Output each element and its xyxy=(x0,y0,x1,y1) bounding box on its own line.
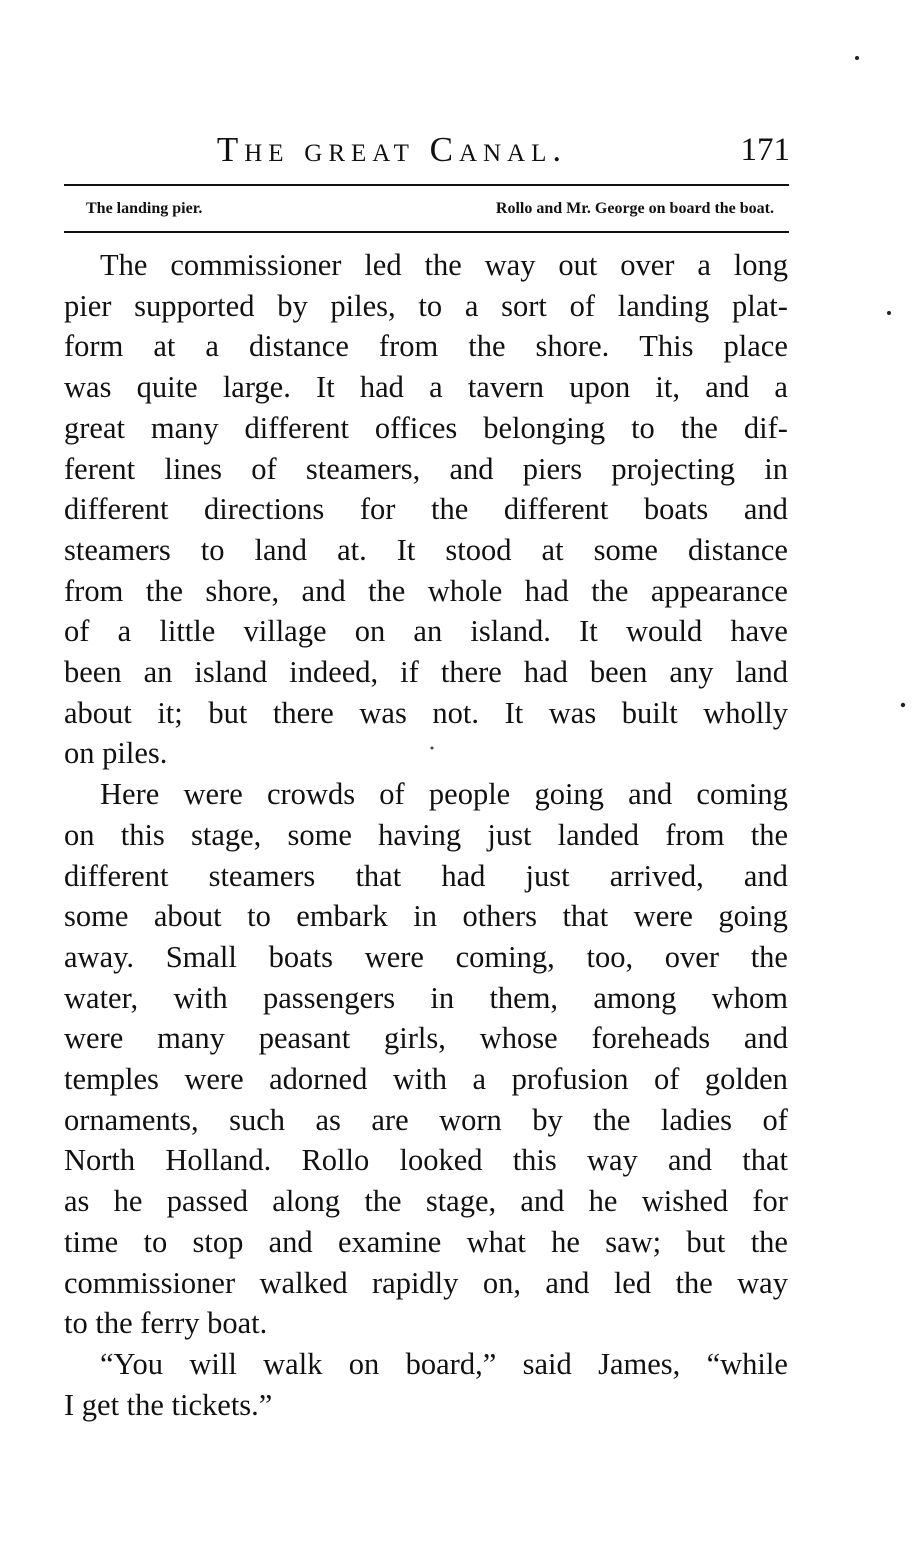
speck xyxy=(901,703,905,707)
text-line: from the shore, and the whole had the appearance xyxy=(64,573,788,608)
text-line: about it; but there was not. It was built wholly xyxy=(64,695,788,730)
text-line: form at a distance from the shore. This place xyxy=(64,329,788,364)
text-line: The commissioner led the way out over a long xyxy=(100,248,788,282)
text-line: “You will walk on board,” said James, “while xyxy=(100,1346,788,1381)
text-line: North Holland. Rollo looked this way and that xyxy=(64,1143,788,1178)
text-line: steamers to land at. It stood at some distance xyxy=(64,532,788,567)
text-line: different directions for the different boats and xyxy=(64,492,788,527)
page-number: 171 xyxy=(740,132,790,168)
header-rule-top xyxy=(64,184,789,186)
text-line: away. Small boats were coming, too, over the xyxy=(64,939,788,974)
text-line: on this stage, some having just landed from the xyxy=(64,817,788,852)
text-line: ornaments, such as are worn by the ladies of xyxy=(64,1102,788,1137)
text-line: on piles. xyxy=(64,736,168,771)
text-line: pier supported by piles, to a sort of landing plat- xyxy=(64,288,788,323)
text-line: to the ferry boat. xyxy=(64,1306,268,1341)
text-line: as he passed along the stage, and he wished for xyxy=(64,1184,788,1219)
text-line: water, with passengers in them, among whom xyxy=(64,980,788,1015)
text-line: I get the tickets.” xyxy=(64,1387,273,1422)
text-line: of a little village on an island. It would have xyxy=(64,614,788,649)
running-title xyxy=(64,128,720,172)
text-line: were many peasant girls, whose foreheads and xyxy=(64,1021,788,1056)
topic-line xyxy=(86,196,774,222)
text-line: was quite large. It had a tavern upon it, and a xyxy=(64,370,788,405)
text-line: been an island indeed, if there had been any land xyxy=(64,655,788,690)
text-line: commissioner walked rapidly on, and led the way xyxy=(64,1265,788,1300)
text-line: different steamers that had just arrived, and xyxy=(64,858,788,893)
text-line: temples were adorned with a profusion of golden xyxy=(64,1062,788,1097)
topic-left: The landing pier. xyxy=(86,200,203,217)
header-rule-bottom xyxy=(64,231,789,233)
text-line: time to stop and examine what he saw; but the xyxy=(64,1224,788,1259)
speck xyxy=(855,56,859,60)
topic-right: Rollo and Mr. George on board the boat. xyxy=(495,200,774,217)
text-line: ferent lines of steamers, and piers projecting in xyxy=(64,451,788,486)
text-line: Here were crowds of people going and coming xyxy=(100,777,788,812)
text-line: great many different offices belonging to the dif- xyxy=(64,410,788,445)
speck xyxy=(887,311,891,315)
running-title-text: The great Canal. xyxy=(216,130,568,169)
text-line: some about to embark in others that were going xyxy=(64,899,788,934)
body-text xyxy=(64,245,788,1425)
running-header xyxy=(64,128,790,172)
